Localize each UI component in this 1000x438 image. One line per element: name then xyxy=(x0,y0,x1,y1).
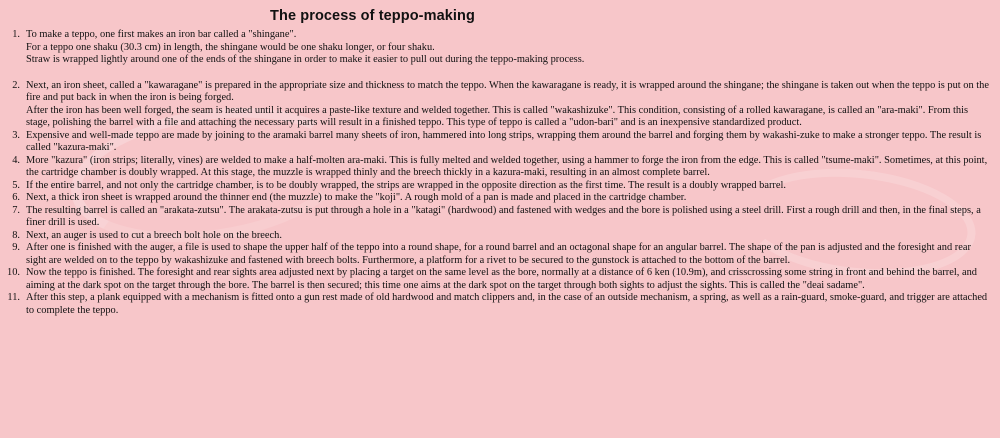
step-item xyxy=(12,79,992,130)
step-number: 11. xyxy=(7,292,20,303)
step-number: 10. xyxy=(7,267,20,278)
step-paragraph: After one is finished with the auger, a file is used to shape the upper half of the teppo into a round shape, for a round barrel and an octagonal shape for an angular barrel. The shape of the pan is adjusted and the foresight and rear sight are welded on to the teppo by wakashizuke and fastened with breech bolts. Furthermore, a platform for a rivet to be secured to the gunstock is attached to the bottom of the barrel. xyxy=(26,242,971,266)
step-number: 1. xyxy=(12,29,20,40)
step-paragraph: The resulting barrel is called an "arakata-zutsu". The arakata-zutsu is put through a hole in a "katagi" (hardwood) and fastened with wedges and the bore is polished using a steel drill. First a rough drill and then, in the final steps, a finer drill is used. xyxy=(26,204,981,228)
step-paragraph: For a teppo one shaku (30.3 cm) in length, the shingane would be one shaku longer, or four shaku. xyxy=(26,41,435,53)
step-number: 6. xyxy=(12,192,20,203)
step-item xyxy=(12,229,992,243)
page-title: The process of teppo-making xyxy=(270,8,475,24)
steps-list xyxy=(7,29,992,317)
step-item xyxy=(12,179,992,193)
step-paragraph: Straw is wrapped lightly around one of the ends of the shingane in order to make it easier to pull out during the teppo-making process. xyxy=(26,54,585,65)
step-number: 5. xyxy=(12,179,20,191)
step-paragraph: If the entire barrel, and not only the cartridge chamber, is to be doubly wrapped, the strips are wrapped in the opposite direction as the first time. The result is a doubly wrapped barrel. xyxy=(26,179,786,191)
step-number: 8. xyxy=(12,229,20,241)
step-paragraph: Expensive and well-made teppo are made by joining to the aramaki barrel many sheets of iron, hammered into long strips, wrapping them around the barrel and forging them by wakashi-zuke to make a stronger teppo. The result is called "kazura-maki". xyxy=(26,129,982,153)
step-number: 7. xyxy=(12,204,20,216)
step-paragraph: Next, an iron sheet, called a "kawaragane" is prepared in the appropriate size and thickness to match the teppo. When the kawaragane is ready, it is wrapped around the shingane; the shingane is taken out when the teppo is put on the fire and put back in when the iron is being forged. xyxy=(26,79,989,103)
step-paragraph: After the iron has been well forged, the seam is heated until it acquires a paste-like texture and welded together. This is called "wakashizuke". This condition, consisting of a rolled kawaragane, is called an "ara-maki". From this stage, polishing the barrel with a file and attaching the necessary parts will result in a finished teppo. This type of teppo is called a "udon-bari" and is an inexpensive standardized product. xyxy=(26,104,969,128)
step-item xyxy=(12,204,992,230)
step-item xyxy=(12,242,992,267)
step-paragraph: Now the teppo is finished. The foresight and rear sights area adjusted next by placing a target on the same level as the bore, normally at a distance of 6 ken (10.9m), and crisscrossing some string in front and behind the barrel, and aiming at the dark spot on the target through the bore. The barrel is then secured; this time one aims at the dark spot on the target through both sights to adjust the sights. This is called the "deai sadame". xyxy=(26,267,977,291)
step-number: 4. xyxy=(12,154,20,166)
step-paragraph: Next, a thick iron sheet is wrapped around the thinner end (the muzzle) to make the "koji". A rough mold of a pan is made and placed in the cartridge chamber. xyxy=(26,192,687,203)
step-item xyxy=(7,267,992,292)
step-paragraph: Next, an auger is used to cut a breech bolt hole on the breech. xyxy=(26,229,282,241)
step-paragraph: To make a teppo, one first makes an iron bar called a "shingane". xyxy=(26,29,297,40)
step-item xyxy=(12,29,992,67)
step-paragraph: After this step, a plank equipped with a mechanism is fitted onto a gun rest made of old hardwood and match clippers and, in the case of an outside mechanism, a spring, as well as a rain-guard, smoke-guard, and trigger are attached to complete the teppo. xyxy=(26,292,988,316)
step-item xyxy=(12,129,992,155)
step-paragraph: More "kazura" (iron strips; literally, vines) are welded to make a half-molten ara-maki. This is fully melted and welded together, using a hammer to forge the iron from the edge. This is called "tsume-maki". Sometimes, at this point, the cartridge chamber is doubly wrapped. At this stage, the muzzle is wrapped thinly and the breech thickly in a kazura-maki, resulting in an almost complete barrel. xyxy=(26,154,988,178)
step-number: 9. xyxy=(12,242,20,253)
step-item xyxy=(12,192,992,205)
step-number: 2. xyxy=(12,79,20,91)
step-number: 3. xyxy=(12,129,20,141)
step-item xyxy=(12,154,992,180)
step-item xyxy=(7,292,992,317)
